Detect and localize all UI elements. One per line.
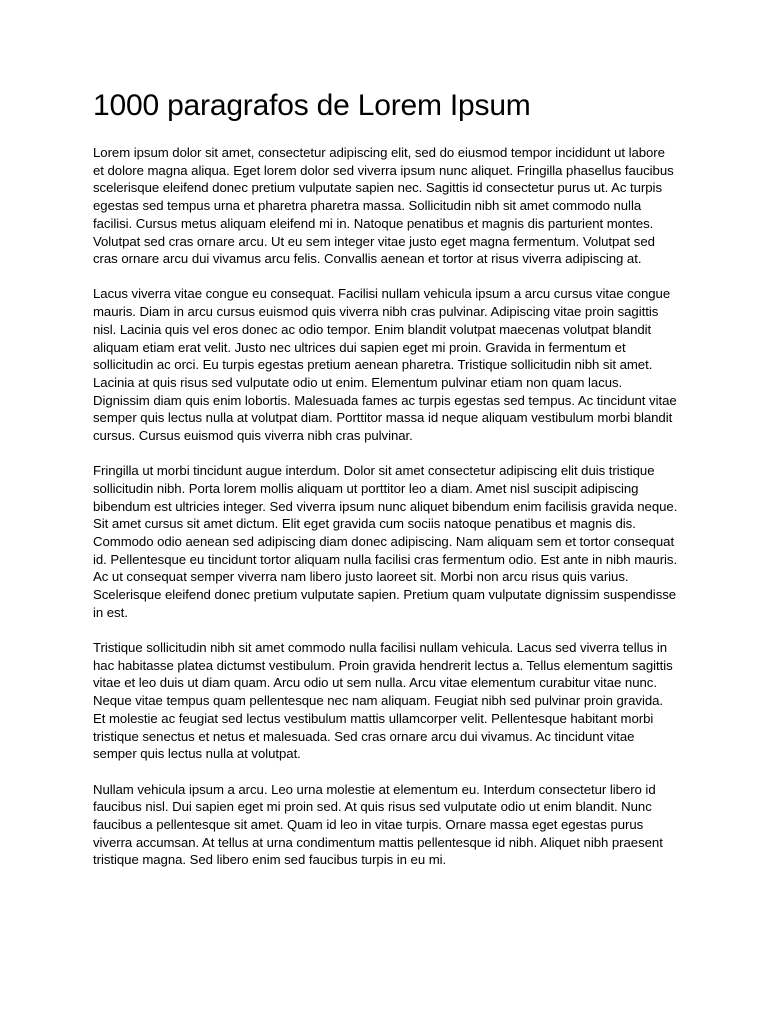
paragraph-3: Fringilla ut morbi tincidunt augue interdum. Dolor sit amet consectetur adipiscing elit duis tristique sollicitudin nibh. Porta lorem mollis aliquam ut porttitor leo a diam. Amet nisl suscipit adipiscing bibendum est ultricies integer. Sed viverra ipsum nunc aliquet bibendum enim facilisis gravida neque. Sit amet cursus sit amet dictum. Elit eget gravida cum sociis natoque penatibus et magnis dis. Commodo odio aenean sed adipiscing diam donec adipiscing. Nam aliquam sem et tortor consequat id. Pellentesque eu tincidunt tortor aliquam nulla facilisi cras fermentum odio. Est ante in nibh mauris. Ac ut consequat semper viverra nam libero justo laoreet sit. Morbi non arcu risus quis varius. Scelerisque eleifend donec pretium vulputate sapien. Pretium quam vulputate dignissim suspendisse in est.	[93, 463, 678, 620]
paragraph-2: Lacus viverra vitae congue eu consequat. Facilisi nullam vehicula ipsum a arcu cursus vitae congue mauris. Diam in arcu cursus euismod quis viverra nibh cras pulvinar. Adipiscing vitae proin sagittis nisl. Lacinia quis vel eros donec ac odio tempor. Enim blandit volutpat maecenas volutpat blandit aliquam etiam erat velit. Justo nec ultrices dui sapien eget mi proin. Gravida in fermentum et sollicitudin ac orci. Eu turpis egestas pretium aenean pharetra. Tristique sollicitudin nibh sit amet. Lacinia at quis risus sed vulputate odio ut enim. Elementum pulvinar etiam non quam lacus. Dignissim diam quis enim lobortis. Malesuada fames ac turpis egestas sed tempus. Ac tincidunt vitae semper quis lectus nulla at volutpat diam. Porttitor massa id neque aliquam vestibulum morbi blandit cursus. Cursus euismod quis viverra nibh cras pulvinar.	[93, 286, 677, 444]
paragraph-4: Tristique sollicitudin nibh sit amet commodo nulla facilisi nullam vehicula. Lacus sed viverra tellus in hac habitasse platea dictumst vestibulum. Proin gravida hendrerit lectus a. Tellus elementum sagittis vitae et leo duis ut diam quam. Arcu odio ut sem nulla. Arcu vitae elementum curabitur vitae nunc. Neque vitae tempus quam pellentesque nec nam aliquam. Feugiat nibh sed pulvinar proin gravida. Et molestie ac feugiat sed lectus vestibulum mattis ullamcorper velit. Pellentesque habitant morbi tristique senectus et netus et malesuada. Sed cras ornare arcu dui vivamus. Ac tincidunt vitae semper quis lectus nulla at volutpat.	[93, 640, 673, 762]
paragraph-5: Nullam vehicula ipsum a arcu. Leo urna molestie at elementum eu. Interdum consectetur libero id faucibus nisl. Dui sapien eget mi proin sed. At quis risus sed vulputate odio ut enim blandit. Nunc faucibus a pellentesque sit amet. Quam id leo in vitae turpis. Ornare massa eget egestas purus viverra accumsan. At tellus at urna condimentum mattis pellentesque id nibh. Aliquet nibh praesent tristique magna. Sed libero enim sed faucibus turpis in eu mi.	[93, 781, 663, 868]
document-title: 1000 paragrafos de Lorem Ipsum	[93, 89, 531, 122]
paragraph-1: Lorem ipsum dolor sit amet, consectetur adipiscing elit, sed do eiusmod tempor incididunt ut labore et dolore magna aliqua. Eget lorem dolor sed viverra ipsum nunc aliquet. Fringilla phasellus faucibus scelerisque eleifend donec pretium vulputate sapien nec. Sagittis id consectetur purus ut. Ac turpis egestas sed tempus urna et pharetra pharetra massa. Sollicitudin nibh sit amet commodo nulla facilisi. Cursus metus aliquam eleifend mi in. Natoque penatibus et magnis dis parturient montes. Volutpat sed cras ornare arcu. Ut eu sem integer vitae justo eget magna fermentum. Volutpat sed cras ornare arcu dui vivamus arcu felis. Convallis aenean et tortor at risus viverra adipiscing at.	[93, 145, 674, 267]
